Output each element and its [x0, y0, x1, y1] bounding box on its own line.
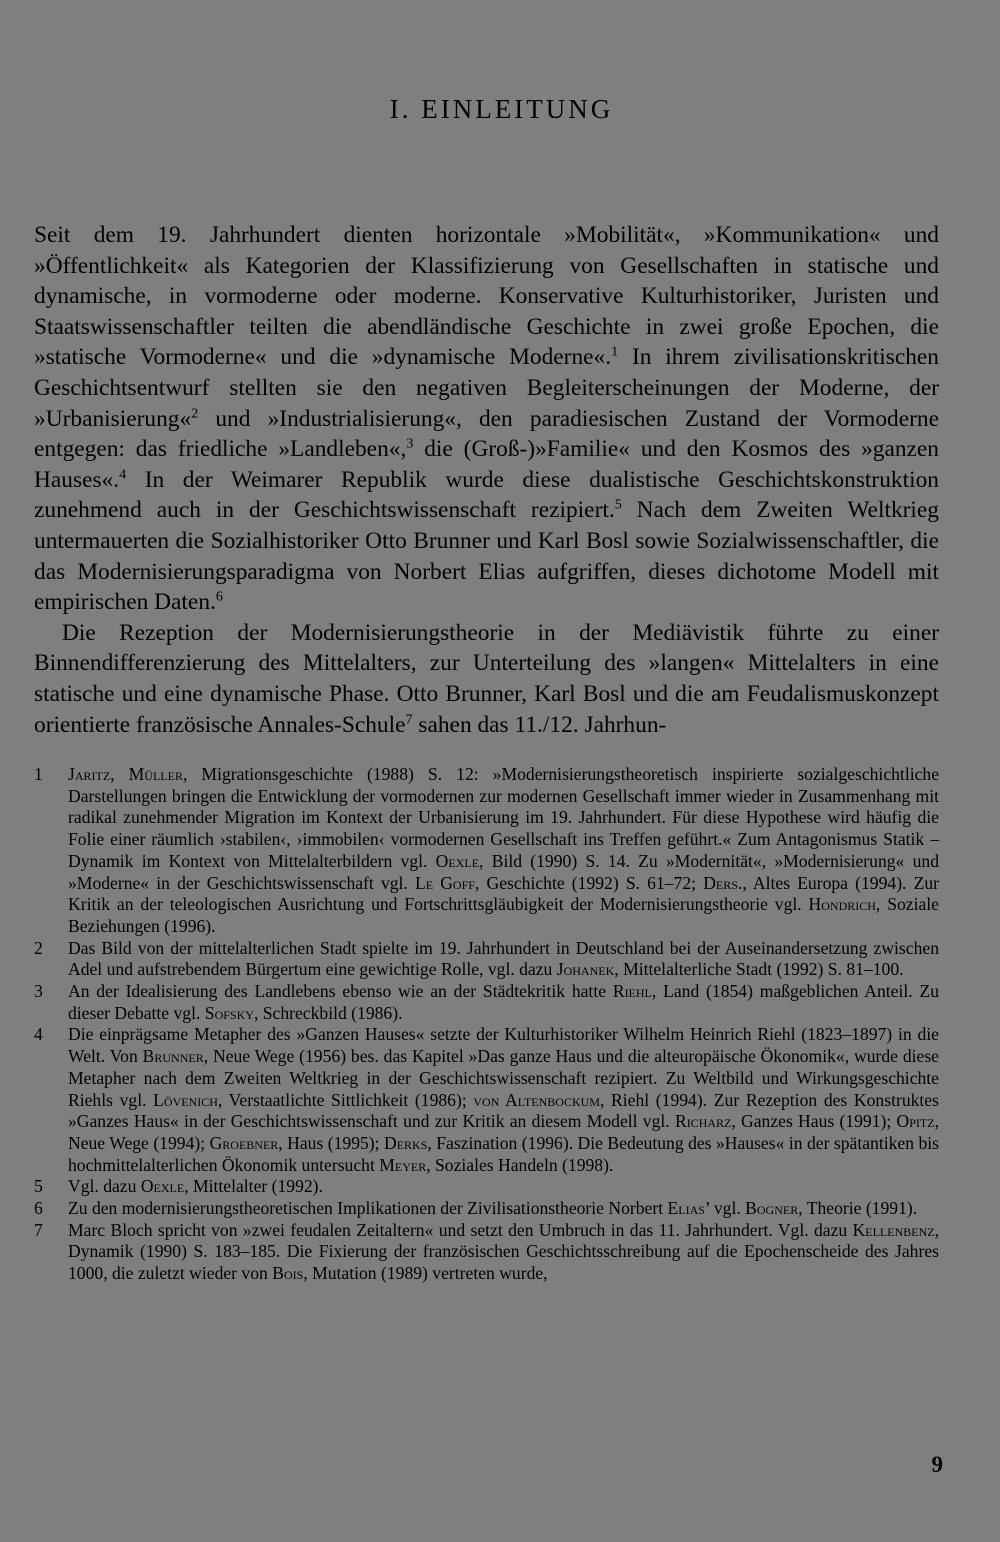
- footnote-ref-2: 2: [191, 405, 199, 422]
- author-name: Sofsky: [204, 1002, 254, 1023]
- footnote-number: 3: [34, 981, 43, 1002]
- text-run: und »Industrialisierung«, den paradiesischen Zustand der Vormoderne entgegen: das friedliche »Landleben«,: [34, 405, 939, 463]
- footnote-text: , Riehl (1994). Zur Rezeption des Konstruktes »Ganzes Haus« in der Geschichtswissenschaft und zur Kritik an diesem Modell vgl.: [68, 1089, 939, 1132]
- footnote-text: , Neue Wege (1994);: [68, 1111, 939, 1153]
- footnote-ref-5: 5: [614, 496, 622, 513]
- footnote-text: Vgl. dazu: [68, 1176, 141, 1197]
- footnote-text: , Theorie (1991).: [798, 1198, 918, 1219]
- author-name: Oexle: [140, 1176, 185, 1197]
- main-text: [34, 220, 939, 740]
- footnote-5: [34, 1176, 939, 1198]
- footnote-text: Die einprägsame Metapher des »Ganzen Hauses« setzte der Kulturhistoriker Wilhelm Heinrich Riehl (1823–1897) in die Welt. Von: [68, 1024, 939, 1067]
- footnote-3: [34, 981, 939, 1024]
- author-name: Riehl: [612, 981, 652, 1002]
- footnote-text: , Verstaatlichte Sittlichkeit (1986);: [217, 1089, 474, 1110]
- text-run: die (Groß-)»Familie« und den Kosmos des »ganzen Hauses«.: [34, 436, 939, 493]
- text-run: In der Weimarer Republik wurde diese dualistische Geschichtskonstruktion zunehmend auch in der Geschichtswissenschaft rezipiert.: [34, 466, 939, 524]
- footnote-text: , Soziale Beziehungen (1996).: [68, 894, 939, 936]
- footnote-ref-1: 1: [611, 343, 619, 360]
- text-run: Seit dem 19. Jahrhundert dienten horizontale »Mobilität«, »Kommunikation« und »Öffentlichkeit« als Kategorien der Klassifizierung von Gesellschaften in statische und dynamische, in vormoderne oder moderne. Konservative Kulturhistoriker, Juristen und Staatswissenschaftler teilten die abendländische Geschichte in zwei große Epochen, die »statische Vormoderne« und die »dynamische Moderne«.: [34, 222, 939, 371]
- author-name: Bois: [272, 1263, 304, 1284]
- footnote-text: , Mittelalter (1992).: [184, 1176, 323, 1197]
- footnote-text: , Altes Europa (1994). Zur Kritik an der teleologischen Ausrichtung und Fortschrittsgläubigkeit der Modernisierungstheorie vgl.: [68, 872, 939, 915]
- footnote-text: , Geschichte (1992) S. 61–72;: [474, 872, 704, 893]
- footnote-text: , Haus (1995);: [278, 1132, 384, 1153]
- author-name: Bogner: [745, 1198, 799, 1219]
- author-name: Ders.: [703, 872, 743, 893]
- author-name: Kellenbenz: [852, 1219, 935, 1240]
- author-name: Hondrich: [808, 894, 876, 915]
- footnote-text: An der Idealisierung des Landlebens ebenso wie an der Städtekritik hatte: [68, 981, 613, 1002]
- text-run: sahen das 11./12. Jahrhun-: [412, 711, 667, 738]
- footnotes-section: [34, 764, 939, 1285]
- author-name: Müller: [128, 764, 183, 784]
- author-name: Opitz: [896, 1111, 935, 1132]
- footnote-text: , Schreckbild (1986).: [253, 1002, 403, 1023]
- footnote-number: 1: [34, 764, 43, 784]
- author-name: Oexle: [435, 850, 480, 871]
- author-name: Richarz: [674, 1111, 732, 1132]
- footnote-text: , Mutation (1989) vertreten wurde,: [303, 1263, 548, 1284]
- paragraph-2: [34, 618, 939, 740]
- author-name: Le Goff: [414, 872, 475, 893]
- footnote-text: , Neue Wege (1956) bes. das Kapitel »Das ganze Haus und die alteuropäische Ökonomik«, wurde diese Metapher nach dem Zweiten Weltkrieg in der Geschichtswissenschaft rezipiert. Zu Weltbild und Wirkungsgeschichte Riehls vgl.: [68, 1046, 939, 1110]
- author-name: Meyer: [379, 1154, 427, 1175]
- footnote-number: 6: [34, 1198, 43, 1219]
- footnote-text: ,: [110, 764, 129, 784]
- footnote-text: , Soziales Handeln (1998).: [426, 1154, 614, 1175]
- author-name: Brunner: [142, 1046, 204, 1067]
- text-run: Nach dem Zweiten Weltkrieg untermauerten die Sozialhistoriker Otto Brunner und Karl Bosl sowie Sozialwissenschaftler, die das Modernisierungsparadigma von Norbert Elias aufgriffen, dieses dichotome Modell mit empirischen Daten.: [34, 497, 939, 616]
- footnote-1: [34, 764, 939, 938]
- footnote-4: [34, 1024, 939, 1176]
- author-name: von Altenbockum: [473, 1089, 600, 1110]
- book-page: [34, 0, 943, 1542]
- footnote-text: , Ganzes Haus (1991);: [731, 1111, 897, 1132]
- footnote-text: Das Bild von der mittelalterlichen Stadt spielte im 19. Jahrhundert in Deutschland bei der Auseinandersetzung zwischen Adel und aufstrebendem Bürgertum eine gewichtige Rolle, vgl. dazu: [68, 937, 939, 980]
- footnote-text: Zu den modernisierungstheoretischen Implikationen der Zivilisationstheorie Norbert: [68, 1198, 668, 1219]
- footnote-7: [34, 1220, 939, 1285]
- text-run: Die Rezeption der Modernisierungstheorie in der Mediävistik führte zu einer Binnendifferenzierung des Mittelalters, zur Unterteilung des »langen« Mittelalters in eine statische und eine dynamische Phase. Otto Brunner, Karl Bosl und die am Feudalismuskonzept orientierte französische Annales-Schule: [34, 619, 939, 738]
- footnote-2: [34, 938, 939, 981]
- footnote-ref-7: 7: [405, 711, 413, 728]
- footnote-text: , Land (1854) maßgeblichen Anteil. Zu dieser Debatte vgl.: [68, 981, 939, 1023]
- footnote-text: , Dynamik (1990) S. 183–185. Die Fixierung der französischen Geschichtsschreibung auf die Epochenscheide des Jahres 1000, die zuletzt wieder von: [68, 1219, 939, 1284]
- author-name: Elias: [667, 1198, 705, 1219]
- paragraph-1: [34, 220, 939, 618]
- author-name: Johanek: [556, 959, 615, 980]
- author-name: Jaritz: [68, 764, 111, 784]
- author-name: Lövenich: [153, 1089, 218, 1110]
- footnote-ref-4: 4: [119, 466, 127, 483]
- footnote-text: , Mittelalterliche Stadt (1992) S. 81–100.: [614, 959, 904, 980]
- author-name: Groebner: [209, 1132, 279, 1153]
- footnote-number: 4: [34, 1024, 43, 1045]
- footnote-text: , Bild (1990) S. 14. Zu »Modernität«, »Modernisierung« und »Moderne« in der Geschichtswissenschaft vgl.: [68, 850, 939, 893]
- author-name: Derks: [383, 1132, 428, 1153]
- footnote-text: , Faszination (1996). Die Bedeutung des »Hauses« in der spätantiken bis hochmittelalterlichen Ökonomik untersucht: [68, 1132, 939, 1175]
- footnote-number: 7: [34, 1219, 43, 1240]
- footnote-number: 2: [34, 937, 43, 958]
- text-run: In ihrem zivilisationskritischen Geschichtsentwurf stellten sie den negativen Begleiterscheinungen der Moderne, der »Urbanisierung«: [34, 344, 939, 432]
- footnote-ref-6: 6: [215, 588, 223, 605]
- page-number: 9: [931, 1452, 943, 1477]
- footnote-ref-3: 3: [406, 435, 414, 452]
- footnote-text: Marc Bloch spricht von »zwei feudalen Zeitaltern« und setzt den Umbruch in das 11. Jahrhundert. Vgl. dazu: [68, 1219, 853, 1240]
- footnote-text: ’ vgl.: [704, 1198, 746, 1219]
- footnote-6: [34, 1198, 939, 1220]
- footnote-text: , Migrationsgeschichte (1988) S. 12: »Modernisierungstheoretisch inspirierte sozialgeschichtliche Darstellungen bringen die Entwicklung der vormodernen zur modernen Gesellschaft immer wieder in Zusammenhang mit radikal zunehmender Migration im Kontext der Urbanisierung im 19. Jahrhundert. Für diese Hypothese wird häufig die Folie einer räumlich ›stabilen‹, ›immobilen‹ vormodernen Gesellschaft ins Treffen geführt.« Zum Antagonismus Statik – Dynamik im Kontext von Mittelalterbildern vgl.: [68, 764, 940, 871]
- footnote-number: 5: [34, 1176, 43, 1197]
- chapter-title: I. EINLEITUNG: [389, 94, 614, 124]
